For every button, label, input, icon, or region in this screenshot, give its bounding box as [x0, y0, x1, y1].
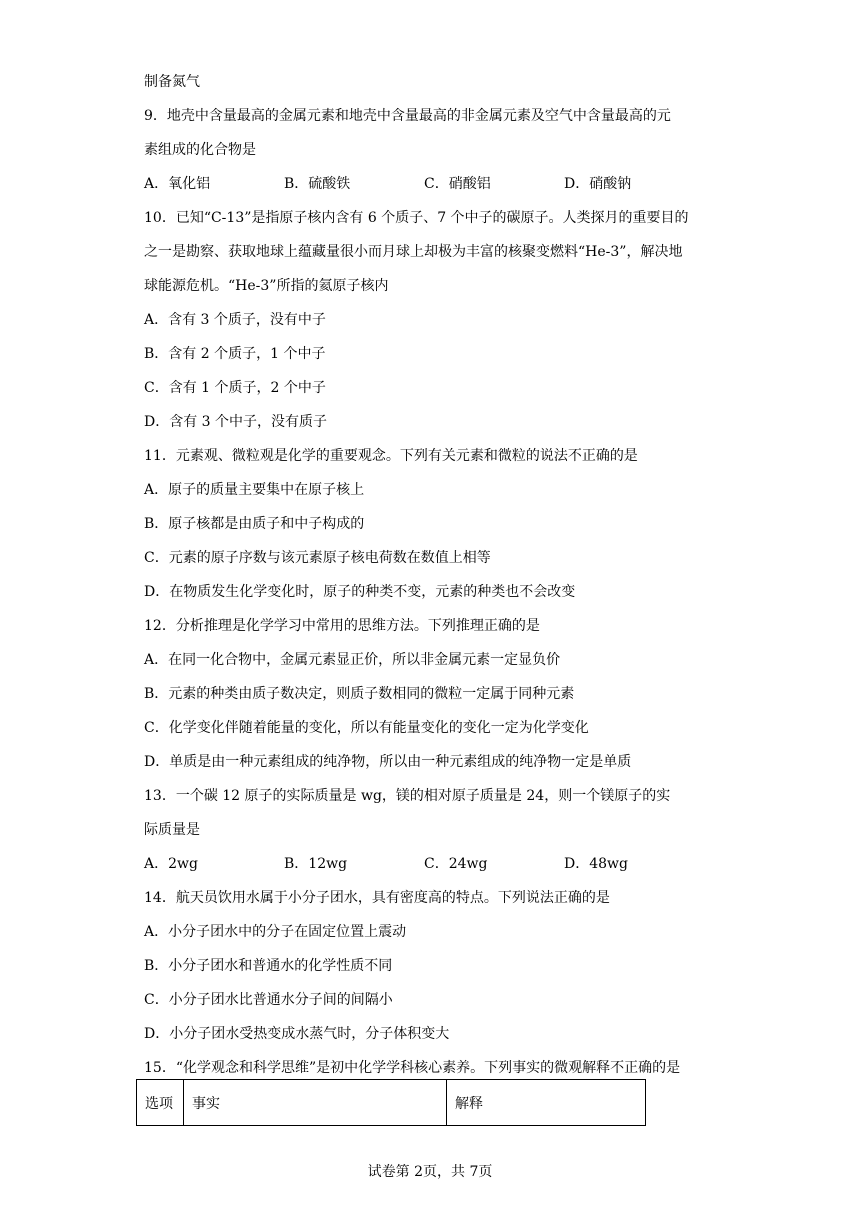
question-9-options — [144, 174, 704, 194]
question-13-stem-cont: 际质量是 — [144, 822, 200, 838]
option-d[interactable]: D．48wg — [564, 856, 628, 872]
option-a[interactable]: A．在同一化合物中，金属元素显正价，所以非金属元素一定显负价 — [144, 652, 561, 668]
question-12-stem: 12．分析推理是化学学习中常用的思维方法。下列推理正确的是 — [144, 618, 540, 634]
option-c[interactable]: C．小分子团水比普通水分子间的间隔小 — [144, 992, 393, 1008]
question-10-stem-cont: 球能源危机。“He-3”所指的氦原子核内 — [144, 278, 389, 294]
option-a[interactable]: A．2wg — [144, 856, 198, 872]
question-13-stem: 13．一个碳 12 原子的实际质量是 wg，镁的相对原子质量是 24，则一个镁原子的实 — [144, 788, 671, 804]
option-a[interactable]: A．氧化铝 — [144, 176, 211, 192]
option-c[interactable]: C．24wg — [424, 856, 488, 872]
option-b[interactable]: B．小分子团水和普通水的化学性质不同 — [144, 958, 393, 974]
question-15-stem: 15．“化学观念和科学思维”是初中化学学科核心素养。下列事实的微观解释不正确的是 — [144, 1060, 681, 1076]
option-d[interactable]: D．硝酸钠 — [564, 176, 632, 192]
table-header-row — [137, 1080, 646, 1126]
option-b[interactable]: B．原子核都是由质子和中子构成的 — [144, 516, 365, 532]
option-d[interactable]: D．单质是由一种元素组成的纯净物，所以由一种元素组成的纯净物一定是单质 — [144, 754, 632, 770]
option-d[interactable]: D．在物质发生化学变化时，原子的种类不变，元素的种类也不会改变 — [144, 584, 576, 600]
question-14-stem: 14．航天员饮用水属于小分子团水，具有密度高的特点。下列说法正确的是 — [144, 890, 610, 906]
question-9-stem-cont: 素组成的化合物是 — [144, 142, 256, 158]
table-header-cell: 选项 — [137, 1080, 184, 1126]
question-11-stem: 11．元素观、微粒观是化学的重要观念。下列有关元素和微粒的说法不正确的是 — [144, 448, 638, 464]
option-c[interactable]: C．化学变化伴随着能量的变化，所以有能量变化的变化一定为化学变化 — [144, 720, 589, 736]
option-a[interactable]: A．小分子团水中的分子在固定位置上震动 — [144, 924, 407, 940]
option-c[interactable]: C．含有 1 个质子，2 个中子 — [144, 380, 326, 396]
question-13-options — [144, 854, 704, 874]
option-b[interactable]: B．12wg — [284, 856, 348, 872]
option-a[interactable]: A．含有 3 个质子，没有中子 — [144, 312, 326, 328]
table-header-cell: 事实 — [184, 1080, 447, 1126]
option-c[interactable]: C．硝酸铝 — [424, 176, 491, 192]
question-9-stem: 9．地壳中含量最高的金属元素和地壳中含量最高的非金属元素及空气中含量最高的元 — [144, 108, 671, 124]
table-header-cell: 解释 — [447, 1080, 646, 1126]
option-b[interactable]: B．元素的种类由质子数决定，则质子数相同的微粒一定属于同种元素 — [144, 686, 575, 702]
question-15-table — [136, 1079, 646, 1126]
option-d[interactable]: D．小分子团水受热变成水蒸气时，分子体积变大 — [144, 1026, 450, 1042]
option-a[interactable]: A．原子的质量主要集中在原子核上 — [144, 482, 365, 498]
page-footer: 试卷第 2页，共 7页 — [367, 1164, 493, 1180]
question-10-stem-cont: 之一是勘察、获取地球上蕴藏量很小而月球上却极为丰富的核聚变燃料“He-3”，解决地 — [144, 244, 683, 260]
option-d[interactable]: D．含有 3 个中子，没有质子 — [144, 414, 328, 430]
option-b[interactable]: B．硫酸铁 — [284, 176, 351, 192]
question-10-stem: 10．已知“C-13”是指原子核内含有 6 个质子、7 个中子的碳原子。人类探月的重要目的 — [144, 210, 689, 226]
option-c[interactable]: C．元素的原子序数与该元素原子核电荷数在数值上相等 — [144, 550, 491, 566]
option-b[interactable]: B．含有 2 个质子，1 个中子 — [144, 346, 326, 362]
text-line: 制备氮气 — [144, 74, 200, 90]
